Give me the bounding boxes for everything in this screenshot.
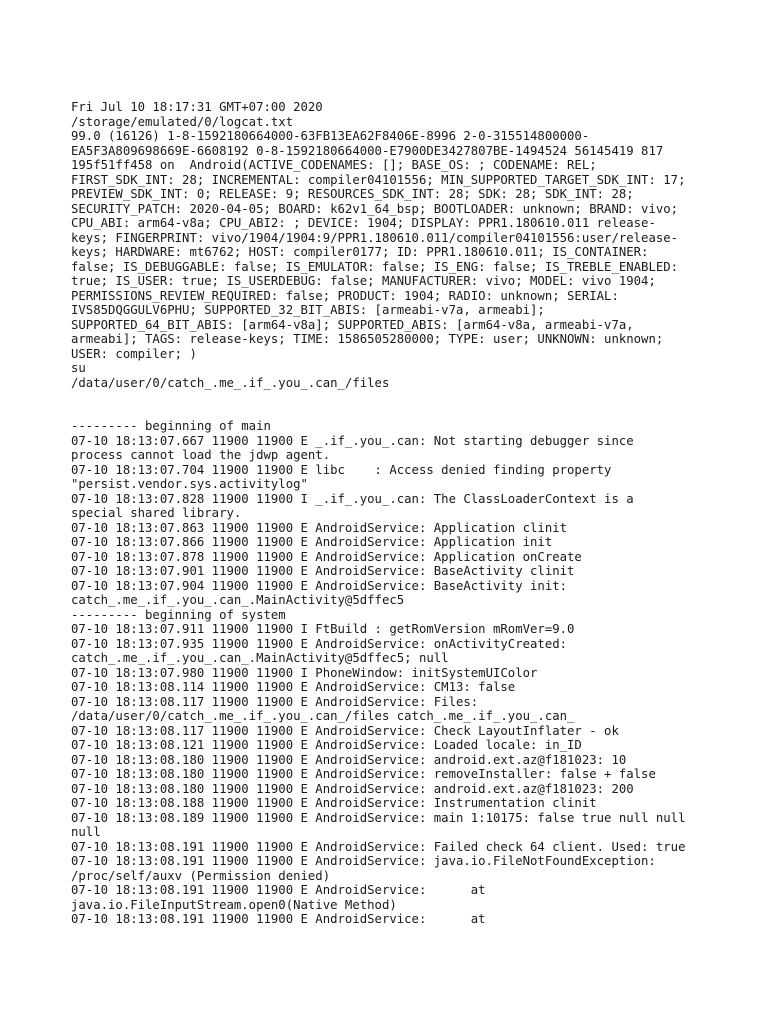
build-info-line: armeabi]; TAGS: release-keys; TIME: 1586505280000; TYPE: user; UNKNOWN: unknown; (71, 332, 664, 346)
header-timestamp: Fri Jul 10 18:17:31 GMT+07:00 2020 (71, 100, 323, 114)
log-entry: 07-10 18:13:08.117 11900 11900 E AndroidService: Files: (71, 694, 479, 709)
section-divider-system: --------- beginning of system (71, 607, 286, 622)
log-entry: 07-10 18:13:08.180 11900 11900 E AndroidService: android.ext.az@f181023: 200 (71, 781, 634, 796)
build-info-line: SECURITY_PATCH: 2020-04-05; BOARD: k62v1_64_bsp; BOOTLOADER: unknown; BRAND: vivo; (71, 201, 679, 216)
log-entry: 07-10 18:13:08.180 11900 11900 E AndroidService: removeInstaller: false + false (71, 767, 656, 781)
log-entry: 07-10 18:13:07.935 11900 11900 E AndroidService: onActivityCreated: (71, 636, 568, 651)
header-file-path: /storage/emulated/0/logcat.txt (71, 114, 294, 129)
log-entry: catch_.me_.if_.you_.can_.MainActivity@5dffec5 (71, 593, 405, 607)
build-info-line: PERMISSIONS_REVIEW_REQUIRED: false; PRODUCT: 1904; RADIO: unknown; SERIAL: (71, 288, 619, 303)
log-entry: 07-10 18:13:07.667 11900 11900 E _.if_.you_.can: Not starting debugger since (71, 433, 634, 448)
build-info-line: SUPPORTED_64_BIT_ABIS: [arm64-v8a]; SUPPORTED_ABIS: [arm64-v8a, armeabi-v7a, (71, 317, 634, 332)
build-info-line: 99.0 (16126) 1-8-1592180664000-63FB13EA62F8406E-8996 2-0-315514800000- (71, 129, 590, 143)
blank-line (71, 390, 761, 405)
blank-line (71, 405, 761, 420)
log-entry: 07-10 18:13:07.704 11900 11900 E libc : Access denied finding property (71, 462, 612, 477)
build-info-line: PREVIEW_SDK_INT: 0; RELEASE: 9; RESOURCES_SDK_INT: 28; SDK: 28; SDK_INT: 28; (71, 187, 634, 201)
su-line: su (71, 361, 86, 375)
build-info-line: true; IS_USER: true; IS_USERDEBUG: false; MANUFACTURER: vivo; MODEL: vivo 1904; (71, 274, 656, 288)
build-info-line: keys; HARDWARE: mt6762; HOST: compiler0177; ID: PPR1.180610.011; IS_CONTAINER: (71, 245, 649, 259)
log-entry: 07-10 18:13:08.191 11900 11900 E AndroidService: Failed check 64 client. Used: true (71, 839, 686, 854)
log-entry: special shared library. (71, 506, 242, 520)
log-entry: 07-10 18:13:07.863 11900 11900 E AndroidService: Application clinit (71, 520, 568, 535)
log-entry: 07-10 18:13:07.828 11900 11900 I _.if_.you_.can: The ClassLoaderContext is a (71, 491, 634, 506)
files-path-line: /data/user/0/catch_.me_.if_.you_.can_/files (71, 375, 390, 390)
log-entry: java.io.FileInputStream.open0(Native Method) (71, 897, 397, 912)
log-entry: 07-10 18:13:08.117 11900 11900 E AndroidService: Check LayoutInflater - ok (71, 723, 619, 738)
build-info-line: false; IS_DEBUGGABLE: false; IS_EMULATOR: false; IS_ENG: false; IS_TREBLE_ENABLED: (71, 259, 679, 274)
log-entry: 07-10 18:13:07.901 11900 11900 E AndroidService: BaseActivity clinit (71, 564, 575, 578)
log-entry: 07-10 18:13:08.191 11900 11900 E AndroidService: java.io.FileNotFoundException: (71, 854, 656, 868)
log-entry: 07-10 18:13:07.980 11900 11900 I PhoneWindow: initSystemUIColor (71, 665, 538, 680)
log-entry: 07-10 18:13:08.114 11900 11900 E AndroidService: CM13: false (71, 680, 516, 694)
build-info-line: 195f51ff458 on Android(ACTIVE_CODENAMES: []; BASE_OS: ; CODENAME: REL; (71, 158, 597, 172)
log-entry: process cannot load the jdwp agent. (71, 448, 331, 462)
log-entry: null (71, 825, 101, 839)
build-info-line: FIRST_SDK_INT: 28; INCREMENTAL: compiler04101556; MIN_SUPPORTED_TARGET_SDK_INT: 17; (71, 172, 686, 187)
log-entry: 07-10 18:13:08.188 11900 11900 E AndroidService: Instrumentation clinit (71, 796, 597, 810)
log-entry: /proc/self/auxv (Permission denied) (71, 868, 331, 883)
build-info-line: EA5F3A809698669E-6608192 0-8-1592180664000-E7900DE3427807BE-1494524 56145419 817 (71, 143, 664, 158)
log-entry: /data/user/0/catch_.me_.if_.you_.can_/files catch_.me_.if_.you_.can_ (71, 709, 575, 723)
log-entry: 07-10 18:13:07.878 11900 11900 E AndroidService: Application onCreate (71, 549, 582, 564)
build-info-line: keys; FINGERPRINT: vivo/1904/1904:9/PPR1.180610.011/compiler04101556:user/release- (71, 230, 679, 245)
log-entry: 07-10 18:13:08.121 11900 11900 E AndroidService: Loaded locale: in_ID (71, 738, 582, 752)
log-entry: 07-10 18:13:07.904 11900 11900 E AndroidService: BaseActivity init: (71, 578, 568, 593)
build-info-line: CPU_ABI: arm64-v8a; CPU_ABI2: ; DEVICE: 1904; DISPLAY: PPR1.180610.011 release- (71, 216, 656, 230)
build-info-line: IVS85DQGGULV6PHU; SUPPORTED_32_BIT_ABIS: [armeabi-v7a, armeabi]; (71, 303, 545, 317)
log-entry: catch_.me_.if_.you_.can_.MainActivity@5dffec5; null (71, 651, 449, 665)
log-entry: 07-10 18:13:07.911 11900 11900 I FtBuild : getRomVersion mRomVer=9.0 (71, 622, 575, 636)
log-entry: 07-10 18:13:08.191 11900 11900 E AndroidService: at (71, 912, 486, 926)
log-entry: 07-10 18:13:07.866 11900 11900 E AndroidService: Application init (71, 535, 553, 549)
build-info-line: USER: compiler; ) (71, 346, 197, 361)
log-entry: 07-10 18:13:08.191 11900 11900 E AndroidService: at (71, 883, 486, 897)
log-entry: 07-10 18:13:08.180 11900 11900 E AndroidService: android.ext.az@f181023: 10 (71, 752, 627, 767)
log-entry: "persist.vendor.sys.activitylog" (71, 477, 308, 491)
section-divider-main: --------- beginning of main (71, 419, 271, 433)
logcat-document (71, 100, 761, 927)
log-entry: 07-10 18:13:08.189 11900 11900 E AndroidService: main 1:10175: false true null null (71, 810, 686, 825)
